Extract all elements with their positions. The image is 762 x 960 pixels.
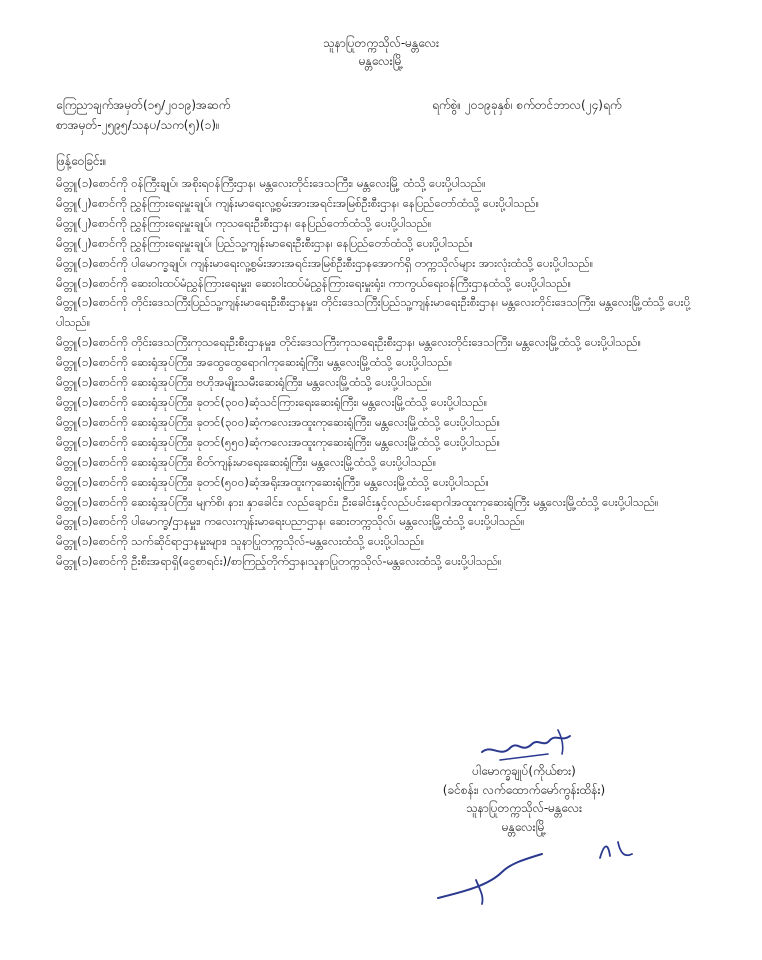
list-item: မိတ္တူ(၁)စောင်ကို တိုင်းဒေသကြီးပြည်သူ့ကျန်းမာရေးဦးစီးဌာနမှူး၊ တိုင်းဒေသကြီးပြည်သူ့ကျန်းမာရေးဦးစီးဌာန၊ မန္တလေးတိုင်းဒေသကြီး၊ မန္တလေးမြို့ထံသို့ ပေးပို့ပါသည်။ (56, 295, 691, 330)
list-item: မိတ္တူ(၁)စောင်ကို ဆေးရုံအုပ်ကြီး၊ မျက်စိ၊ နား၊ နှာခေါင်း၊ လည်ချောင်း၊ ဦးခေါင်းနှင့်လည်ပင်းရောဂါအထူးကုဆေးရုံကြီး မန္တလေးမြို့ထံသို့ ပေးပို့ပါသည်။ (56, 494, 659, 509)
distribution-list (56, 174, 706, 572)
list-item: မိတ္တူ(၁)စောင်ကို ပါမောက္ခချုပ်၊ ကျန်းမာရေးလူ့စွမ်းအားအရင်းအမြစ်ဦးစီးဌာနအောက်ရှိ တက္ကသိုလ်များ အားလုံးထံသို့ ပေးပို့ပါသည်။ (56, 255, 594, 270)
header-office: သူနာပြုတက္ကသိုလ်-မန္တလေး (322, 36, 440, 50)
signature-block (404, 762, 644, 836)
handwritten-signature (478, 724, 578, 766)
list-item: မိတ္တူ(၁)စောင်ကို ဆေးရုံအုပ်ကြီး၊ ဗဟိုအမျိုးသမီးဆေးရုံကြီး၊ မန္တလေးမြို့ထံသို့ ပေးပို့ပါသည်။ (56, 375, 432, 390)
list-item: မိတ္တူ(၁)စောင်ကို ဝန်ကြီးချုပ်၊ အစိုးရဝန်ကြီးဌာန၊ မန္တလေးတိုင်းဒေသကြီး၊ မန္တလေးမြို့ ထံသို့ ပေးပို့ပါသည်။ (56, 176, 486, 190)
list-item: မိတ္တူ(၁)စောင်ကို ဆေးရုံအုပ်ကြီး၊ ခုတင်(၅၀၀)ဆံ့အရိုးအထူးကုဆေးရုံကြီး၊ မန္တလေးမြို့ထံသို့ ပေးပို့ပါသည်။ (56, 474, 490, 489)
list-item: မိတ္တူ(၂)စောင်ကို ညွှန်ကြားရေးမှူးချုပ်၊ ကျန်းမာရေးလူ့စွမ်းအားအရင်းအမြစ်ဦးစီးဌာန၊ နေပြည်တော်ထံသို့ ပေးပို့ပါသည်။ (56, 195, 540, 210)
list-item: မိတ္တူ(၁)စောင်ကို ပါမောက္ခ/ဌာနမှူး၊ ကလေးကျန်းမာရေးပညာဌာန၊ ဆေးတက္ကသိုလ်၊ မန္တလေးမြို့ထံသို့ ပေးပို့ပါသည်။ (56, 514, 525, 529)
list-item: မိတ္တူ(၁)စောင်ကို ဆေးရုံအုပ်ကြီး၊ စိတ်ကျန်းမာရေးဆေးရုံကြီး၊ မန္တလေးမြို့ထံသို့ ပေးပို့ပါသည်။ (56, 454, 437, 469)
list-item: မိတ္တူ(၁)စောင်ကို ဆေးရုံအုပ်ကြီး၊ ခုတင်(၅၅၀)ဆံ့ကလေးအထူးကုဆေးရုံကြီး၊ မန္တလေးမြို့ထံသို့ ပေးပို့ပါသည်။ (56, 434, 501, 449)
list-item: မိတ္တူ(၁)စောင်ကို သက်ဆိုင်ရာဌာနမှူးများ၊ သူနာပြုတက္ကသိုလ်-မန္တလေးထံသို့ ပေးပို့ပါသည်။ (56, 534, 425, 549)
list-item: မိတ္တူ(၁)စောင်ကို ဆေးရုံအုပ်ကြီး၊ ခုတင်(၃၀၀)ဆံ့ကလေးအထူးကုဆေးရုံကြီး၊ မန္တလေးမြို့ထံသို့ ပေးပို့ပါသည်။ (56, 414, 501, 429)
list-item: မိတ္တူ(၁)စောင်ကို ဆေးရုံအုပ်ကြီး၊ ခုတင်(၃၀၀)ဆံ့သင်ကြားရေးဆေးရုံကြီး၊ မန္တလေးမြို့ထံသို့ ပေးပို့ပါသည်။ (56, 394, 488, 409)
header-city: မန္တလေးမြို့ (358, 54, 404, 68)
list-item: မိတ္တူ(၂)စောင်ကို ညွှန်ကြားရေးမှူးချုပ်၊ ပြည်သူ့ကျန်းမာရေးဦးစီးဌာန၊ နေပြည်တော်ထံသို့ ပေးပို့ပါသည်။ (56, 235, 473, 250)
list-item: မိတ္တူ(၁)စောင်ကို ဦးစီးအရာရှိ(ငွေစာရင်း)/စာကြည့်တိုက်ဌာန၊သူနာပြုတက္ကသိုလ်-မန္တလေးထံသို့ ပေးပို့ပါသည်။ (56, 554, 502, 569)
handwritten-initial-mark (432, 846, 552, 906)
list-item: မိတ္တူ(၂)စောင်ကို ညွှန်ကြားရေးမှူးချုပ်၊ ကုသရေးဦးစီးဌာန၊ နေပြည်တော်ထံသို့ ပေးပို့ပါသည်။ (56, 215, 432, 230)
handwritten-flourish (594, 836, 638, 866)
list-item: မိတ္တူ(၁)စောင်ကို ဆေးရုံအုပ်ကြီး၊ အထွေထွေရောဂါကုဆေးရုံကြီး၊ မန္တလေးမြို့ထံသို့ ပေးပို့ပါသည်။ (56, 355, 453, 370)
signatory-city: မန္တလေးမြို့ (501, 819, 547, 834)
signatory-name: (ခင်စန်း၊ လက်ထောက်မော်ကွန်းထိန်း) (442, 782, 606, 797)
signatory-office: သူနာပြုတက္ကသိုလ်-မန္တလေး (465, 801, 583, 815)
letter-date: ရက်စွဲ။ ၂၀၁၉ခုနှစ်၊ စက်တင်ဘာလ(၂၄)ရက် (432, 98, 622, 112)
letter-reference: ကြေညာချက်အမှတ်(၁၅/၂၀၁၉)အဆက် (56, 98, 231, 112)
distribution-title: ဖြန့်ဝေခြင်း။ (56, 154, 107, 168)
signatory-title: ပါမောက္ခချုပ်(ကိုယ်စား) (472, 764, 576, 778)
list-item: မိတ္တူ(၁)စောင်ကို တိုင်းဒေသကြီးကုသရေးဦးစီးဌာနမှူး၊ တိုင်းဒေသကြီးကုသရေးဦးစီးဌာန၊ မန္တလေးတိုင်းဒေသကြီး၊ မန္တလေးမြို့ထံသို့ ပေးပို့ပါသည်။ (56, 335, 642, 350)
file-number: စာအမှတ်-၂၅၉၅/သနပ/သက(၅)(၁)။ (56, 118, 220, 132)
list-item: မိတ္တူ(၁)စောင်ကို ဆေးဝါးထပ်မံညွှန်ကြားရေးမှူး၊ ဆေးဝါးထပ်မံညွှန်ကြားရေးမှူးရုံး၊ ကာကွယ်ရေးဝန်ကြီးဌာနထံသို့ ပေးပို့ပါသည်။ (56, 275, 572, 290)
